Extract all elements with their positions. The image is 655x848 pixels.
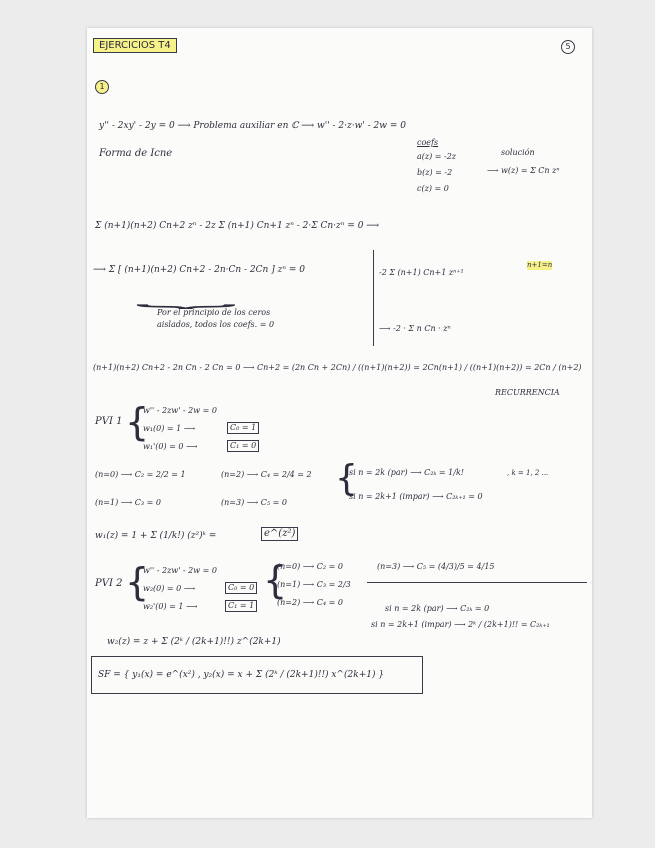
pvi2-label: PVI 2 [95, 578, 123, 589]
exercise-number-marker: 1 [95, 80, 109, 94]
coef-c: c(z) = 0 [417, 184, 449, 193]
pvi2-step-1: (n=0) ⟶ C₂ = 0 [277, 562, 343, 571]
page-number-marker: 5 [561, 40, 575, 54]
pvi1-equation: w'' - 2zw' - 2w = 0 [143, 406, 217, 415]
final-solution-box [91, 656, 423, 694]
solucion-label: solución [501, 148, 535, 157]
divider-vertical [373, 250, 374, 346]
forma-label: Forma de Icne [99, 148, 173, 159]
principio-line-2: aislados, todos los coefs. = 0 [157, 320, 275, 329]
solution-set: SF = { y₁(x) = e^(x²) , y₂(x) = x + Σ (2ᵏ / (2k+1)!!) x^(2k+1) } [98, 670, 385, 680]
divider-horizontal [367, 582, 587, 583]
pvi1-step-1: (n=0) ⟶ C₂ = 2/2 = 1 [95, 470, 186, 479]
pvi1-c1-box: C₁ = 0 [227, 440, 259, 452]
side-sum-1: -2 Σ (n+1) Cn+1 zⁿ⁺¹ [379, 268, 464, 277]
pvi2-c0-box: C₀ = 0 [225, 582, 257, 594]
pvi1-c0-box: C₀ = 1 [227, 422, 259, 434]
pvi2-brace: { [125, 560, 150, 604]
w2-solution: w₂(z) = z + Σ (2ᵏ / (2k+1)!!) z^(2k+1) [107, 637, 281, 647]
equation-line-1: y'' - 2xy' - 2y = 0 ⟶ Problema auxiliar en ℂ ⟶ w'' - 2·z·w' - 2w = 0 [99, 121, 406, 131]
pvi2-even-case: si n = 2k (par) ⟶ C₂ₖ = 0 [385, 604, 490, 613]
solution-series: ⟶ w(z) = Σ Cn zⁿ [487, 166, 560, 175]
pvi2-c1-box: C₁ = 1 [225, 600, 257, 612]
pvi1-label: PVI 1 [95, 416, 123, 427]
pvi2-step-3: (n=2) ⟶ C₄ = 0 [277, 598, 343, 607]
pvi1-initial-2: w₁'(0) = 0 ⟶ [143, 442, 198, 451]
equation-line-3: ⟶ Σ [ (n+1)(n+2) Cn+2 - 2n·Cn - 2Cn ] zⁿ = 0 [93, 265, 305, 275]
pvi2-step-2: (n=1) ⟶ C₃ = 2/3 [277, 580, 351, 589]
pvi1-k-range: , k = 1, 2 ... [507, 469, 549, 477]
pvi1-even-case: si n = 2k (par) ⟶ C₂ₖ = 1/k! [349, 468, 465, 477]
notebook-page [87, 28, 592, 818]
underbrace: ⏟ [135, 284, 237, 308]
index-shift-note: n+1=n [527, 261, 553, 269]
equation-line-2: Σ (n+1)(n+2) Cn+2 zⁿ - 2z Σ (n+1) Cn+1 zⁿ - 2·Σ Cn·zⁿ = 0 ⟶ [95, 221, 380, 231]
recurrence-label: RECURRENCIA [495, 388, 560, 397]
coef-a: a(z) = -2z [417, 152, 457, 161]
w1-solution: w₁(z) = 1 + Σ (1/k!) (z²)ᵏ = [95, 531, 217, 541]
pvi1-step-4: (n=3) ⟶ C₅ = 0 [221, 498, 287, 507]
coef-b: b(z) = -2 [417, 168, 453, 177]
pvi1-cases-brace: { [335, 458, 358, 499]
w1-result-box: e^(z²) [261, 527, 298, 541]
recurrence-derivation: (n+1)(n+2) Cn+2 - 2n Cn - 2 Cn = 0 ⟶ Cn+2 = (2n Cn + 2Cn) / ((n+1)(n+2)) = 2Cn(n+1) / ((n+1)(n+2)) = 2Cn / (n+2) [93, 363, 582, 372]
pvi1-step-2: (n=2) ⟶ C₄ = 2/4 = 2 [221, 470, 312, 479]
pvi2-odd-case: si n = 2k+1 (impar) ⟶ 2ᵏ / (2k+1)!! = C₂ₖ₊₁ [371, 620, 550, 629]
pvi2-step-4: (n=3) ⟶ C₅ = (4/3)/5 = 4/15 [377, 562, 495, 571]
coefs-title: coefs [417, 138, 439, 147]
pvi1-odd-case: si n = 2k+1 (impar) ⟶ C₂ₖ₊₁ = 0 [349, 492, 483, 501]
page-title: EJERCICIOS T4 [93, 38, 177, 53]
pvi1-initial-1: w₁(0) = 1 ⟶ [143, 424, 196, 433]
pvi2-initial-1: w₂(0) = 0 ⟶ [143, 584, 196, 593]
pvi2-initial-2: w₂'(0) = 1 ⟶ [143, 602, 198, 611]
pvi1-step-3: (n=1) ⟶ C₃ = 0 [95, 498, 161, 507]
pvi1-brace: { [125, 400, 150, 444]
pvi2-equation: w'' - 2zw' - 2w = 0 [143, 566, 217, 575]
side-sum-2: ⟶ -2 · Σ n Cn · zⁿ [379, 324, 451, 333]
principio-line-1: Por el principio de los ceros [157, 308, 271, 317]
pvi2-steps-brace: { [263, 558, 288, 602]
